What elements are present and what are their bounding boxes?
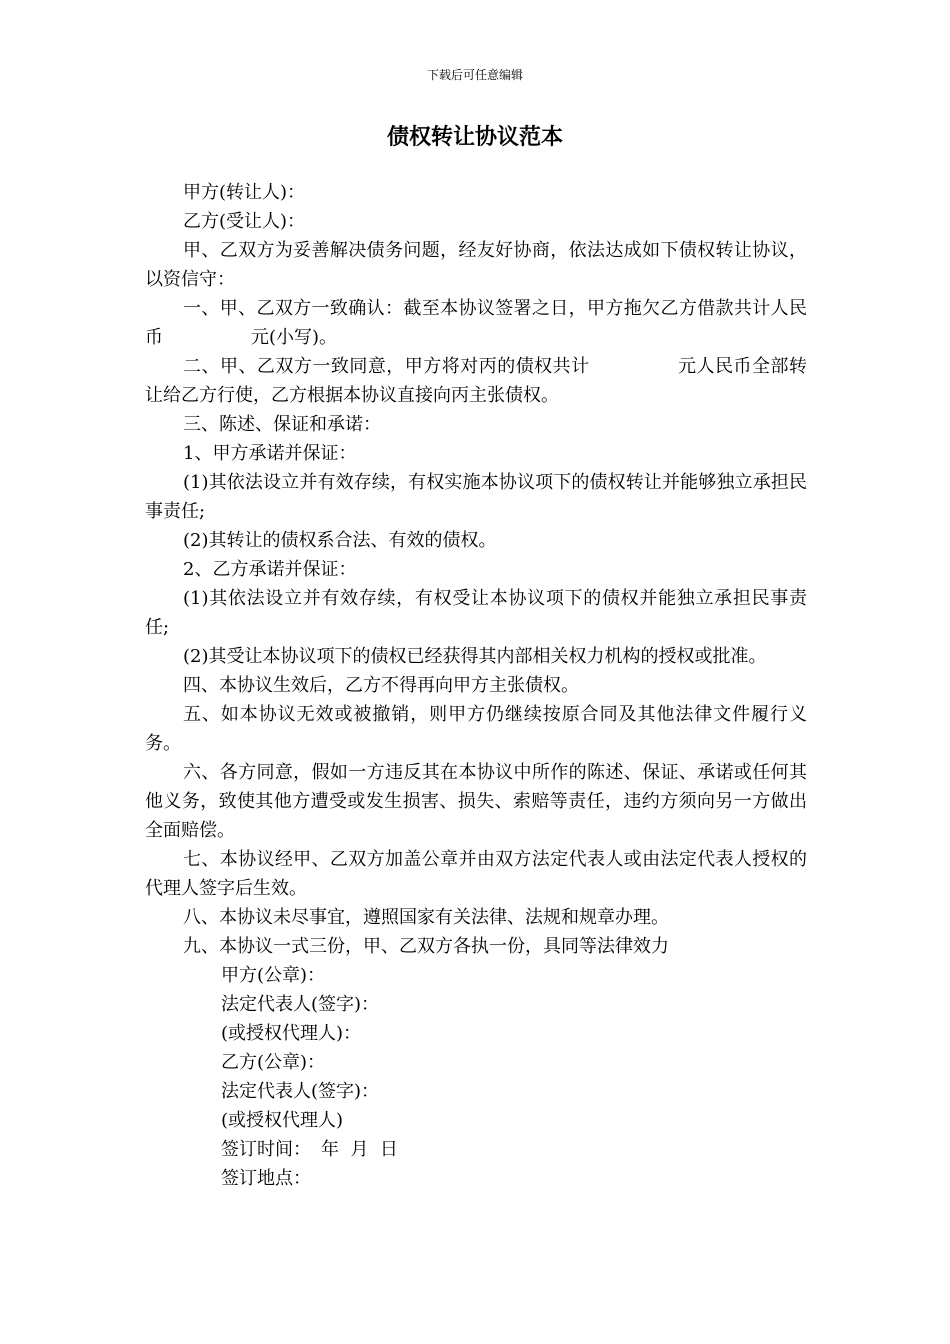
clause-5: 五、如本协议无效或被撤销，则甲方仍继续按原合同及其他法律文件履行义务。 bbox=[145, 704, 807, 754]
clause-2-rest: 元人民币全部转让给乙方行使，乙方根据本协议直接向丙主张债权。 bbox=[145, 356, 808, 406]
signing-date-label: 签订时间： bbox=[221, 1139, 311, 1160]
party-a-seal: 甲方(公章)： bbox=[221, 965, 326, 986]
clause-3-2-2: (2)其受让本协议项下的债权已经获得其内部相关权力机构的授权或批准。 bbox=[183, 646, 767, 667]
clause-1 bbox=[145, 294, 807, 352]
party-b-line: 乙方(受让人)： bbox=[183, 211, 306, 232]
party-b-agent: (或授权代理人) bbox=[221, 1110, 344, 1131]
signing-date-value: 年 月 日 bbox=[321, 1139, 398, 1160]
clause-4: 四、本协议生效后，乙方不得再向甲方主张债权。 bbox=[183, 675, 579, 696]
clause-6: 六、各方同意，假如一方违反其在本协议中所作的陈述、保证、承诺或任何其他义务，致使其他方遭受或发生损害、损失、索赔等责任，违约方须向另一方做出全面赔偿。 bbox=[145, 762, 807, 841]
clause-3: 三、陈述、保证和承诺： bbox=[183, 414, 381, 435]
header-note: 下载后可任意编辑 bbox=[426, 68, 523, 82]
clause-3-2-1: (1)其依法设立并有效存续，有权受让本协议项下的债权并能独立承担民事责任; bbox=[145, 588, 807, 638]
party-a-representative: 法定代表人(签字)： bbox=[221, 994, 380, 1015]
signing-date bbox=[145, 1135, 807, 1164]
clause-3-1-2: (2)其转让的债权系合法、有效的债权。 bbox=[183, 530, 497, 551]
clause-7: 七、本协议经甲、乙双方加盖公章并由双方法定代表人或由法定代表人授权的代理人签字后生效。 bbox=[145, 849, 807, 899]
document-body bbox=[145, 178, 807, 1193]
party-b-representative: 法定代表人(签字)： bbox=[221, 1081, 380, 1102]
clause-3-1: 1、甲方承诺并保证： bbox=[183, 443, 357, 464]
intro-paragraph: 甲、乙双方为妥善解决债务问题，经友好协商，依法达成如下债权转让协议，以资信守： bbox=[145, 240, 807, 290]
signing-place: 签订地点： bbox=[221, 1168, 311, 1189]
clause-8: 八、本协议未尽事宜，遵照国家有关法律、法规和规章办理。 bbox=[183, 907, 669, 928]
party-b-seal: 乙方(公章)： bbox=[221, 1052, 326, 1073]
clause-2 bbox=[145, 352, 807, 410]
clause-1-text: 一、甲、乙双方一致确认：截至本协议签署之日，甲方拖欠乙方借款共计人民币 bbox=[145, 298, 807, 348]
clause-1-unit: 元(小写)。 bbox=[251, 327, 338, 348]
clause-9: 九、本协议一式三份，甲、乙双方各执一份，具同等法律效力 bbox=[183, 936, 669, 957]
document-title: 债权转让协议范本 bbox=[386, 124, 563, 150]
clause-2-text: 二、甲、乙双方一致同意，甲方将对丙的债权共计 bbox=[183, 356, 590, 377]
signature-block bbox=[145, 961, 807, 1193]
party-a-agent: (或授权代理人)： bbox=[221, 1023, 362, 1044]
party-a-line: 甲方(转让人)： bbox=[183, 182, 306, 203]
clause-3-2: 2、乙方承诺并保证： bbox=[183, 559, 357, 580]
clause-3-1-1: (1)其依法设立并有效存续，有权实施本协议项下的债权转让并能够独立承担民事责任; bbox=[145, 472, 807, 522]
